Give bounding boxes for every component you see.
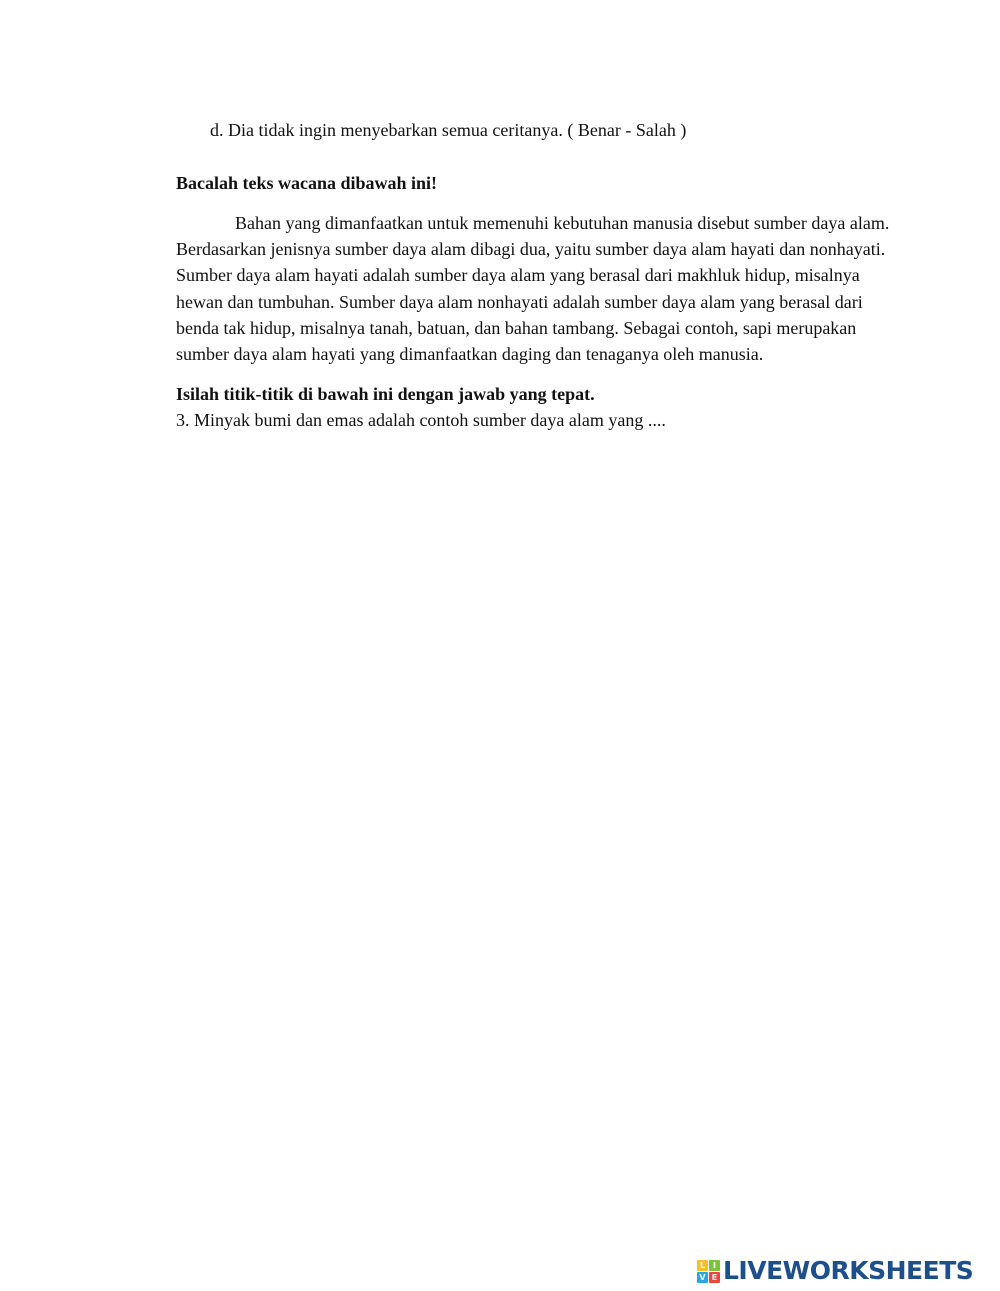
reading-passage <box>176 210 966 367</box>
passage-line: benda tak hidup, misalnya tanah, batuan, dan bahan tambang. Sebagai contoh, sapi merupakan <box>176 317 857 338</box>
logo-block: E <box>709 1272 720 1283</box>
logo-wordmark: LIVEWORKSHEETS <box>723 1256 974 1285</box>
passage-line: Berdasarkan jenisnya sumber daya alam dibagi dua, yaitu sumber daya alam hayati dan nonhayati. <box>176 239 886 260</box>
passage-line: Sumber daya alam hayati adalah sumber daya alam yang berasal dari makhluk hidup, misalnya <box>176 265 860 286</box>
fill-in-heading: Isilah titik-titik di bawah ini dengan jawab yang tepat. <box>176 384 595 404</box>
item-d-text: d. Dia tidak ingin menyebarkan semua ceritanya. ( Benar - Salah ) <box>210 120 687 140</box>
logo-block: V <box>697 1272 708 1283</box>
question-3: 3. Minyak bumi dan emas adalah contoh sumber daya alam yang .... <box>176 410 666 430</box>
passage-line: sumber daya alam hayati yang dimanfaatkan daging dan tenaganya oleh manusia. <box>176 344 764 365</box>
logo-block: I <box>709 1260 720 1271</box>
logo-blocks-icon <box>697 1260 720 1283</box>
passage-line: hewan dan tumbuhan. Sumber daya alam nonhayati adalah sumber daya alam yang berasal dari <box>176 291 863 312</box>
passage-line: Bahan yang dimanfaatkan untuk memenuhi kebutuhan manusia disebut sumber daya alam. <box>235 213 890 233</box>
reading-heading: Bacalah teks wacana dibawah ini! <box>176 173 438 193</box>
true-false-item-d <box>210 117 686 143</box>
liveworksheets-logo <box>697 1256 973 1286</box>
logo-block: L <box>697 1260 708 1271</box>
